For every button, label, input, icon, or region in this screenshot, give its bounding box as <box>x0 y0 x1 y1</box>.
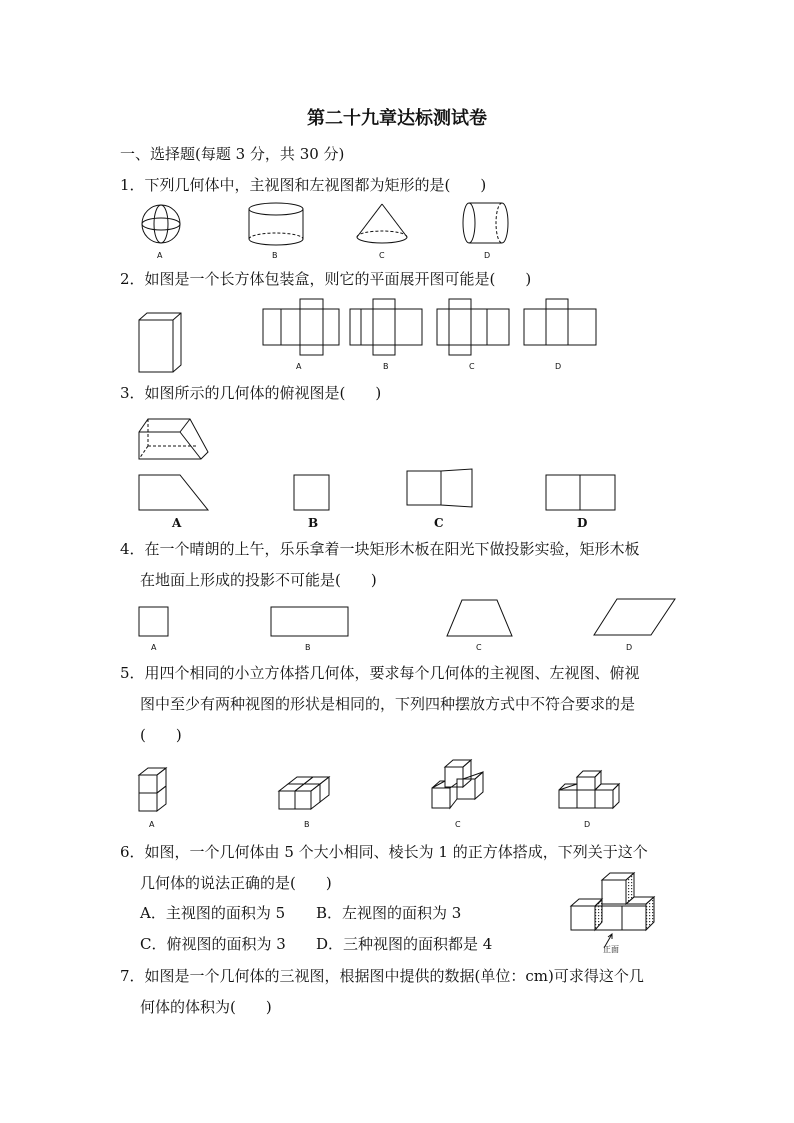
q6-option-d: D．三种视图的面积都是 4 <box>316 935 493 953</box>
q5-option-b: B <box>304 820 310 829</box>
question-7-line-1: 7．如图是一个几何体的三视图，根据图中提供的数据(单位：cm)可求得这个几 <box>120 967 644 985</box>
q2-option-d: D <box>555 362 562 371</box>
q3-option-c: C <box>434 516 444 530</box>
net-d-figure <box>523 298 598 350</box>
q3-option-a: A <box>172 516 182 530</box>
net-a-figure <box>262 298 342 358</box>
cylinder-figure <box>248 202 308 248</box>
net-c-figure <box>436 298 511 358</box>
q5-option-d: D <box>584 820 591 829</box>
q6-option-b: B．左视图的面积为 3 <box>316 904 462 922</box>
cubes-b-figure <box>278 775 334 813</box>
q6-option-c: C．俯视图的面积为 3 <box>140 935 286 953</box>
topview-d-figure <box>545 474 617 512</box>
q2-option-c: C <box>469 362 475 371</box>
question-2: 2．如图是一个长方体包装盒，则它的平面展开图可能是( ) <box>120 270 532 288</box>
section-heading: 一、选择题(每题 3 分，共 30 分) <box>120 145 345 163</box>
question-3: 3．如图所示的几何体的俯视图是( ) <box>120 384 382 402</box>
shadow-rectangle-figure <box>270 606 350 638</box>
q1-option-a: A <box>157 251 163 260</box>
net-b-figure <box>349 298 424 358</box>
question-5-line-1: 5．用四个相同的小立方体搭几何体，要求每个几何体的主视图、左视图、俯视 <box>120 664 640 682</box>
solid-figure <box>138 414 212 464</box>
question-7-line-2: 何体的体积为( ) <box>140 998 272 1016</box>
q3-option-d: D <box>577 516 588 530</box>
cubes-d-figure <box>558 770 618 812</box>
q4-option-b: B <box>305 643 311 652</box>
topview-a-figure <box>138 474 210 512</box>
q3-option-b: B <box>308 516 319 530</box>
q6-option-a: A．主视图的面积为 5 <box>140 904 286 922</box>
q1-option-b: B <box>272 251 278 260</box>
page-title: 第二十九章达标测试卷 <box>307 108 487 129</box>
question-4-line-2: 在地面上形成的投影不可能是( ) <box>140 571 377 589</box>
cubes-c-figure <box>430 757 490 813</box>
shadow-trapezoid-figure <box>446 599 514 639</box>
question-5-line-3: ( ) <box>140 726 182 744</box>
topview-b-figure <box>293 474 331 512</box>
question-6-line-2: 几何体的说法正确的是( ) <box>140 874 332 892</box>
cone-figure <box>355 203 411 247</box>
q2-option-b: B <box>383 362 389 371</box>
q1-option-d: D <box>484 251 491 260</box>
shadow-square-figure <box>138 606 170 638</box>
q1-option-c: C <box>379 251 385 260</box>
q5-option-c: C <box>455 820 461 829</box>
cubes-a-figure <box>138 765 172 815</box>
topview-c-figure <box>406 468 474 510</box>
horizontal-cylinder-figure <box>462 202 512 248</box>
q2-option-a: A <box>296 362 302 371</box>
question-5-line-2: 图中至少有两种视图的形状是相同的，下列四种摆放方式中不符合要求的是 <box>140 695 636 713</box>
question-4-line-1: 4．在一个晴朗的上午，乐乐拿着一块矩形木板在阳光下做投影实验，矩形木板 <box>120 540 640 558</box>
question-1: 1．下列几何体中，主视图和左视图都为矩形的是( ) <box>120 176 487 194</box>
q4-option-c: C <box>476 643 482 652</box>
question-6-line-1: 6．如图，一个几何体由 5 个大小相同、棱长为 1 的正方体搭成，下列关于这个 <box>120 843 648 861</box>
shadow-parallelogram-figure <box>593 598 677 638</box>
five-cubes-figure <box>568 870 658 952</box>
sphere-figure <box>138 203 188 249</box>
q5-option-a: A <box>149 820 155 829</box>
box-figure <box>138 312 186 374</box>
front-label: 正面 <box>603 945 619 954</box>
q4-option-a: A <box>151 643 157 652</box>
q4-option-d: D <box>626 643 633 652</box>
